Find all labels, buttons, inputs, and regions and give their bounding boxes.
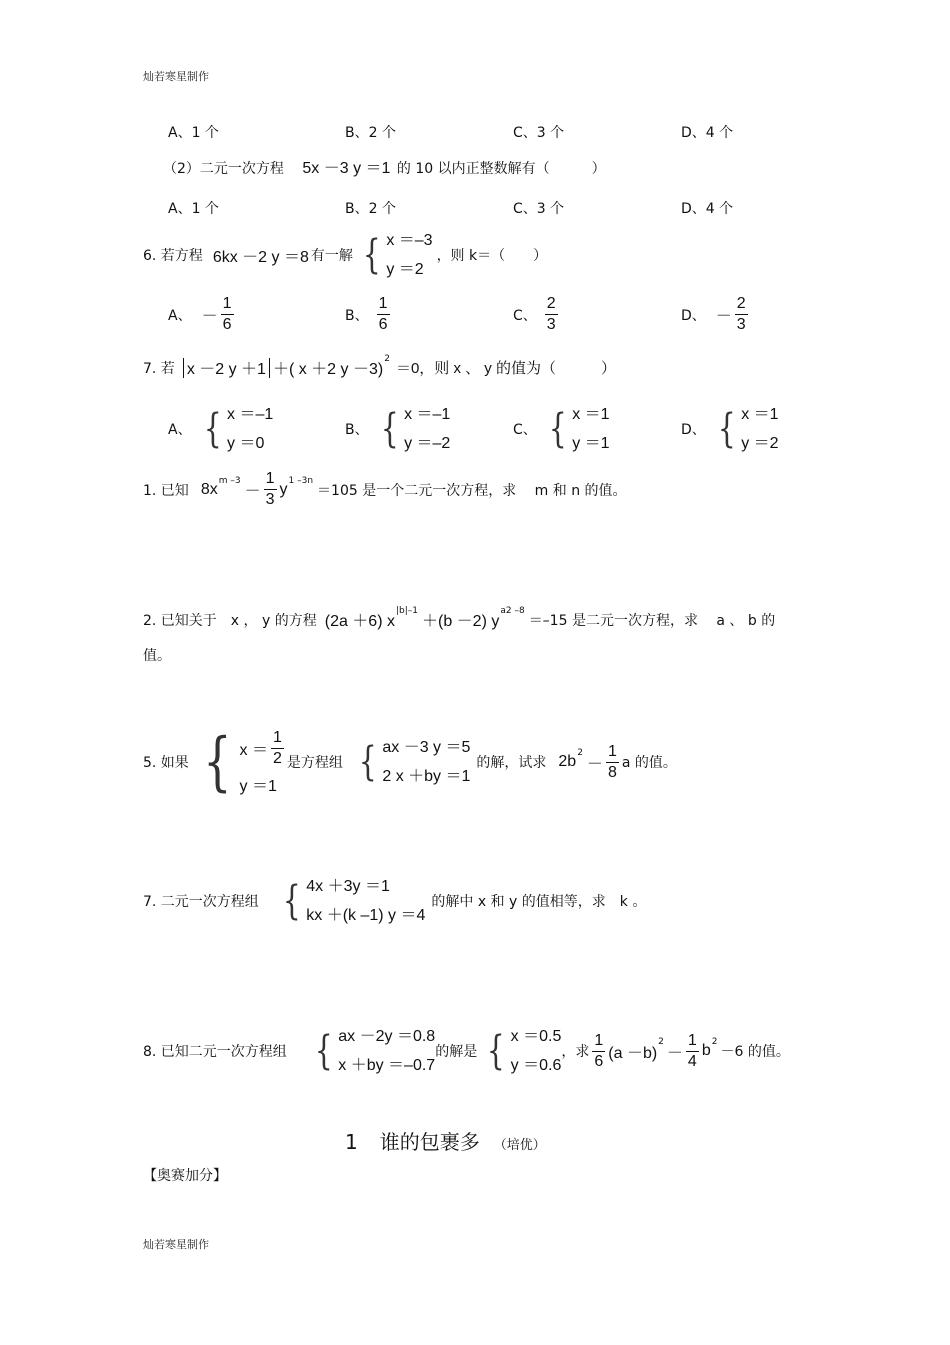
fraction xyxy=(264,469,277,510)
page-header: 灿若寒星制作 xyxy=(143,70,209,83)
term: 8x xyxy=(200,480,218,498)
problem-8 xyxy=(143,1022,790,1080)
brace: { xyxy=(202,725,232,799)
equation-system xyxy=(311,1022,435,1080)
system-line-1: x ＝–1 xyxy=(404,406,451,423)
exponent: 2 xyxy=(658,1037,664,1047)
system-line-2: y ＝2 xyxy=(741,435,779,452)
option-d: D、4 个 xyxy=(681,201,734,217)
question-2-suffix: 的 10 以内正整数解有（ ） xyxy=(396,161,606,177)
system-line-1: 4x ＋3y ＝1 xyxy=(306,878,390,895)
question-6-suffix: ，则 k＝（ ） xyxy=(436,248,548,264)
minus-sign: － xyxy=(586,755,603,773)
option-label: C、 xyxy=(513,307,537,324)
denominator: 6 xyxy=(378,316,388,333)
system-line-2: y ＝2 xyxy=(386,261,424,278)
question-2-equation: 5x －3 y ＝1 xyxy=(302,160,391,177)
problem-5-mid2: 的解，试求 xyxy=(476,755,547,771)
option-b xyxy=(345,400,450,458)
problem-5-suffix: a 的值。 xyxy=(621,755,677,771)
fraction xyxy=(377,294,390,335)
numerator: 2 xyxy=(545,294,558,315)
system-line-1: x ＝–1 xyxy=(227,406,274,423)
option-a: A、1 个 xyxy=(168,201,219,217)
system-line-2: 2 x ＋by ＝1 xyxy=(382,768,471,785)
denominator: 6 xyxy=(594,1052,604,1070)
problem-2 xyxy=(143,605,776,631)
denominator: 3 xyxy=(265,491,275,508)
abs-bar-left xyxy=(183,358,184,378)
problem-5-prefix: 5. 如果 xyxy=(143,755,189,771)
option-b xyxy=(345,294,393,335)
fraction xyxy=(606,742,619,783)
abs-bar-right xyxy=(269,358,270,378)
problem-1-suffix: ＝105 是一个二元一次方程，求 m 和 n 的值。 xyxy=(317,482,627,499)
brace: { xyxy=(380,406,399,452)
system-line-2: x ＋by ＝–0.7 xyxy=(338,1057,436,1074)
question-6 xyxy=(143,226,547,284)
numerator: 2 xyxy=(735,294,748,315)
problem-1 xyxy=(143,469,627,510)
minus-sign: － xyxy=(244,483,261,500)
problem-8-prefix: 8. 已知二元一次方程组 xyxy=(143,1044,287,1060)
fraction xyxy=(592,1031,605,1072)
system-line-1: x ＝1 xyxy=(572,406,610,423)
minus-sign: － xyxy=(201,308,218,325)
brace: { xyxy=(717,406,736,452)
denominator: 8 xyxy=(607,763,617,781)
option-c xyxy=(513,400,610,458)
denominator: 2 xyxy=(272,750,282,767)
question-6-mid: 有一解 xyxy=(310,248,353,264)
denominator: 3 xyxy=(736,316,746,333)
olympiad-label: 【奥赛加分】 xyxy=(143,1168,227,1184)
system xyxy=(714,400,779,458)
option-label: D、 xyxy=(681,307,706,324)
problem-1-prefix: 1. 已知 xyxy=(143,482,189,499)
option-b: B、2 个 xyxy=(345,201,396,217)
fraction xyxy=(221,294,234,335)
section-heading: 谁的包裹多 xyxy=(379,1130,480,1154)
numerator: 1 xyxy=(271,728,284,749)
system-line-1: x ＝–3 xyxy=(386,232,433,249)
solution-system xyxy=(197,725,287,799)
problem-8-mid2: ，求 xyxy=(561,1044,590,1060)
option-label: B、 xyxy=(345,307,369,324)
question-7 xyxy=(143,353,616,379)
exponent: a2 –8 xyxy=(500,605,525,616)
system-line-2: y ＝0 xyxy=(227,435,265,452)
denominator: 6 xyxy=(222,316,232,333)
denominator: 4 xyxy=(687,1052,697,1070)
system-line-2: y ＝1 xyxy=(572,435,610,452)
numerator: 1 xyxy=(264,469,277,490)
term: ＋(b －2) y xyxy=(422,613,500,630)
option-d: D、4 个 xyxy=(681,125,734,141)
fraction xyxy=(545,294,558,335)
option-c: C、3 个 xyxy=(513,125,565,141)
option-label: D、 xyxy=(681,422,706,438)
exponent: |b|–1 xyxy=(395,605,418,616)
system xyxy=(200,400,274,458)
question-7-suffix: ＝0，则 x 、 y 的值为（ ） xyxy=(395,360,616,377)
section-title xyxy=(345,1126,546,1155)
fraction xyxy=(271,728,284,769)
minus-sign: － xyxy=(666,1044,683,1062)
question-7-prefix: 7. 若 xyxy=(143,360,175,377)
option-label: B、 xyxy=(345,422,369,438)
brace: { xyxy=(358,739,377,785)
numerator: 1 xyxy=(606,742,619,763)
option-label: A、 xyxy=(168,422,192,438)
option-label: A、 xyxy=(168,307,192,324)
problem-8-suffix: －6 的值。 xyxy=(720,1044,790,1060)
system-line-1: x ＝1 xyxy=(741,406,779,423)
problem-8-mid: 的解是 xyxy=(435,1044,478,1060)
option-a: A、1 个 xyxy=(168,125,219,141)
problem-2-suffix: ＝–15 是二元一次方程，求 a 、 b 的 xyxy=(528,612,776,629)
option-label: C、 xyxy=(513,422,537,438)
term: b xyxy=(701,1042,711,1059)
numerator: 1 xyxy=(377,294,390,315)
problem-5-mid: 是方程组 xyxy=(286,755,343,771)
numerator: 1 xyxy=(221,294,234,315)
section-tag: （培优） xyxy=(493,1138,546,1153)
system-line-2: kx ＋(k –1) y ＝4 xyxy=(306,907,426,924)
abs-content: x －2 y ＋1 xyxy=(186,361,266,378)
option-d xyxy=(681,294,751,335)
exponent: 2 xyxy=(384,353,390,364)
brace: { xyxy=(548,406,567,452)
fraction xyxy=(735,294,748,335)
system-line-1: x ＝0.5 xyxy=(510,1028,562,1045)
x-equals: x ＝ xyxy=(239,742,268,759)
option-c xyxy=(513,294,561,335)
option-a xyxy=(168,294,237,335)
brace: { xyxy=(282,878,301,924)
problem-7-prefix: 7. 二元一次方程组 xyxy=(143,894,259,910)
question-6-equation: 6kx －2 y ＝8 xyxy=(212,248,309,266)
brace: { xyxy=(314,1028,333,1074)
system-line-2: y ＝0.6 xyxy=(510,1057,562,1074)
problem-5 xyxy=(143,725,677,799)
term: (2a ＋6) x xyxy=(324,613,395,630)
question-2-prefix: （2）二元一次方程 xyxy=(163,161,284,177)
option-b: B、2 个 xyxy=(345,125,396,141)
question-6-prefix: 6. 若方程 xyxy=(143,248,203,264)
exponent: 2 xyxy=(577,748,583,758)
problem-7 xyxy=(143,872,646,930)
section-number: 1 xyxy=(345,1130,358,1154)
system-line-1: ax －2y ＝0.8 xyxy=(338,1028,436,1045)
y-equals: y ＝1 xyxy=(239,778,277,795)
equation-system xyxy=(355,733,471,791)
equation-system xyxy=(279,872,426,930)
question-7-square-term: ＋( x ＋2 y －3) xyxy=(272,361,384,378)
term: 2b xyxy=(558,753,577,770)
option-d xyxy=(681,400,779,458)
fraction xyxy=(686,1031,699,1072)
system-line-1: ax －3 y ＝5 xyxy=(382,739,471,756)
problem-2-prefix: 2. 已知关于 x ， y 的方程 xyxy=(143,612,317,629)
numerator: 1 xyxy=(592,1031,605,1052)
term: (a －b) xyxy=(608,1044,658,1062)
brace: { xyxy=(362,232,381,278)
problem-7-suffix: 的解中 x 和 y 的值相等，求 k 。 xyxy=(431,894,647,910)
exponent: 1 –3n xyxy=(288,475,314,486)
brace: { xyxy=(203,406,222,452)
page-footer: 灿若寒星制作 xyxy=(143,1238,209,1251)
brace: { xyxy=(487,1028,505,1074)
option-a xyxy=(168,400,273,458)
exponent: 2 xyxy=(711,1037,718,1047)
system-line-2: y ＝–2 xyxy=(404,435,451,452)
exponent: m –3 xyxy=(218,475,241,486)
term: y xyxy=(279,480,288,498)
question-2 xyxy=(163,155,606,178)
solution-system xyxy=(483,1022,561,1080)
system xyxy=(545,400,610,458)
system xyxy=(377,400,451,458)
minus-sign: － xyxy=(715,308,732,325)
problem-2-continuation: 值。 xyxy=(143,648,171,664)
question-6-solution-system xyxy=(359,226,433,284)
option-c: C、3 个 xyxy=(513,201,565,217)
denominator: 3 xyxy=(546,316,556,333)
numerator: 1 xyxy=(686,1031,699,1052)
